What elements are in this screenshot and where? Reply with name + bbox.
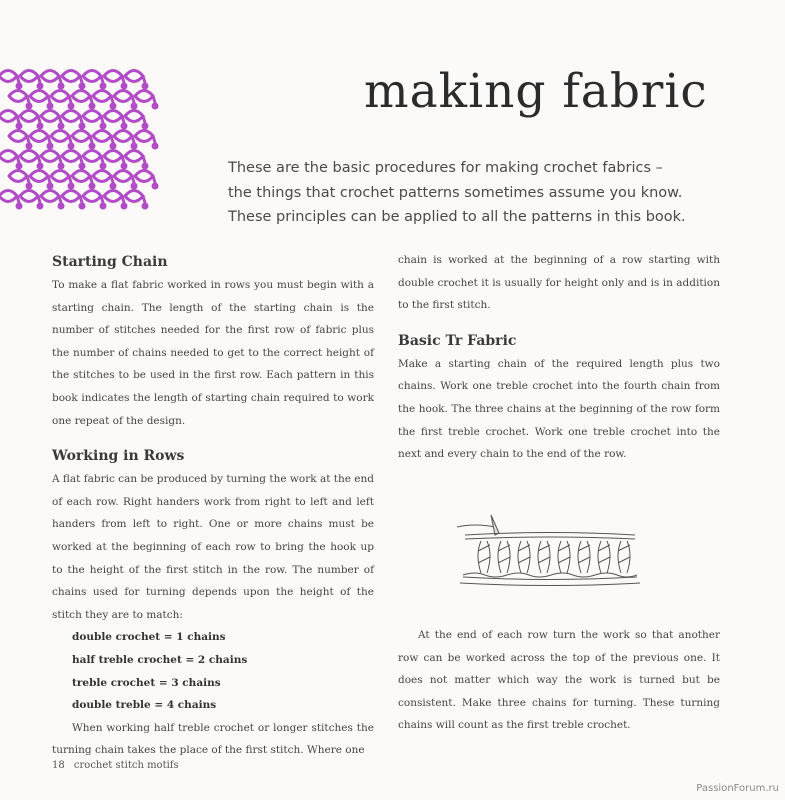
hook-tip	[491, 515, 499, 535]
heading-starting-chain: Starting Chain	[52, 254, 168, 270]
hook-shaft	[457, 525, 495, 527]
page-title: making fabric	[364, 64, 708, 119]
heading-working-in-rows: Working in Rows	[52, 448, 185, 465]
page-footer	[52, 760, 179, 771]
heading-basic-tr-fabric: Basic Tr Fabric	[398, 332, 517, 349]
treble-crochet-illustration	[455, 505, 645, 590]
continuation-text: chain is worked at the beginning of a row starting with double crochet it is usually for height only and is in addition to the first stitch.	[398, 254, 720, 312]
list-item: half treble crochet = 2 chains	[72, 653, 248, 666]
starting-chain-text: To make a flat fabric worked in rows you must begin with a starting chain. The length of the starting chain is the number of stitches needed for the first row of fabric plus the number of chains needed to get to the correct height of the stitches to be used in the first row. Each pattern in this book indicates the length of starting chain required to work one repeat of the design.	[52, 279, 374, 427]
working-in-rows-text: A flat fabric can be produced by turning the work at the end of each row. Right handers work from right to left and left handers from left to right. One or more chains must be worked at the beginning of each row to bring the hook up to the height of the first stitch in the row. The number of chains used for turning depends upon the height of the stitch they are to match:	[52, 473, 374, 621]
basic-tr-fabric-text: Make a starting chain of the required length plus two chains. Work one treble crochet into the fourth chain from the hook. The three chains at the beginning of the row form the first treble crochet. Work one treble crochet into the next and every chain to the end of the row.	[398, 357, 720, 461]
page-number: 18	[52, 760, 65, 771]
book-title: crochet stitch motifs	[73, 760, 179, 771]
list-item: double treble = 4 chains	[72, 699, 217, 712]
left-column	[52, 250, 374, 762]
watermark: PassionForum.ru	[696, 783, 779, 794]
right-column	[398, 249, 720, 466]
turning-chain-list	[52, 626, 374, 716]
list-item: treble crochet = 3 chains	[72, 676, 221, 689]
list-item: double crochet = 1 chains	[72, 631, 226, 644]
crochet-swatch-image	[0, 66, 160, 226]
working-in-rows-after-text: When working half treble crochet or longer stitches the turning chain takes the place of the first stitch. Where one	[52, 721, 374, 757]
intro-line: These are the basic procedures for making crochet fabrics –	[228, 160, 663, 176]
intro-line: These principles can be applied to all the patterns in this book.	[228, 209, 686, 225]
figure-caption: At the end of each row turn the work so that another row can be worked across the top of the previous one. It does not matter which way the work is turned but be consistent. Make three chains for turning. These turning chains will count as the first treble crochet.	[398, 629, 720, 732]
intro-line: the things that crochet patterns sometimes assume you know.	[228, 184, 683, 201]
intro-text	[228, 156, 748, 230]
